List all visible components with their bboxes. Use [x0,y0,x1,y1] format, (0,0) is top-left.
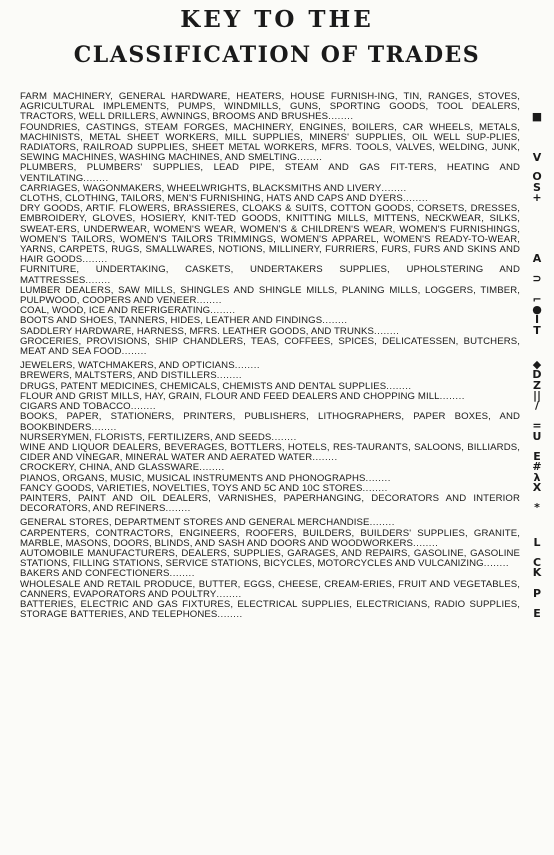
trade-entry-text: CARRIAGES, WAGONMAKERS, WHEELWRIGHTS, BLACKSMITHS AND LIVERY [20,182,382,194]
trade-entry-text: BOOTS AND SHOES, TANNERS, HIDES, LEATHER AND FINDINGS [20,315,323,327]
trade-entry-text: CARPENTERS, CONTRACTORS, ENGINEERS, ROOFERS, BUILDERS, BUILDERS' SUPPLIES, GRANITE, MARBLE, MASONS, DOORS, BLINDS, AND SASH AND DOORS AND WOODWORKERS [20,527,520,549]
classification-key-symbol: ⊃ [532,272,542,285]
classification-key-symbol: # [532,460,542,473]
trade-entry-text: COAL, WOOD, ICE AND REFRIGERATING [20,305,211,317]
trade-entry [20,204,520,265]
trade-entry-text: JEWELERS, WATCHMAKERS, AND OPTICIANS [20,360,235,372]
trade-entry-text: FANCY GOODS, VARIETIES, NOVELTIES, TOYS AND 5C AND 10C STORES [20,482,363,494]
leader-dots: ........ [439,390,465,402]
classification-key-symbol: S [533,181,541,194]
classification-key-symbol: U [532,430,542,443]
classification-key-symbol: K [532,566,542,579]
trade-entry-text: PLUMBERS, PLUMBERS' SUPPLIES, LEAD PIPE, STEAM AND GAS FIT-TERS, HEATING AND VENTILATING [20,162,520,184]
trade-entry [20,494,520,514]
classification-key-symbol: E [533,607,541,620]
leader-dots: ........ [169,568,195,580]
trade-entry [20,600,520,620]
classification-key-symbol: / [534,399,540,412]
leader-dots: ........ [402,193,429,205]
classification-key-symbol: O [532,170,542,183]
trade-entry [20,337,520,357]
trades-list [20,92,520,620]
leader-dots: ........ [130,401,157,413]
leader-dots: ........ [297,152,323,164]
leader-dots: ........ [374,325,400,337]
leader-dots: ........ [312,452,338,464]
trade-entry-text: CIGARS AND TOBACCO [20,401,131,413]
classification-key-symbol: P [532,587,542,600]
trade-entry [20,412,520,432]
classification-key-symbol: T [533,324,541,337]
trade-entry-text: LUMBER DEALERS, SAW MILLS, SHINGLES AND SHINGLE MILLS, PLANING MILLS, LOGGERS, TIMBER, PULPWOOD, COOPERS AND VENEER [20,284,520,307]
page-title-line1: KEY TO THE [180,6,374,33]
classification-key-symbol: V [532,151,542,164]
leader-dots: ........ [386,380,412,392]
trade-entry [20,163,520,183]
classification-key-symbol: D [532,368,542,381]
leader-dots: ........ [483,558,510,570]
classification-key-symbol: A [532,252,542,265]
classification-key-column [524,92,550,852]
leader-dots: ........ [271,431,297,443]
classification-key-symbol: λ [533,471,541,484]
leader-dots: ........ [322,315,348,327]
leader-dots: ........ [216,588,242,600]
leader-dots: ........ [412,537,439,549]
trade-entry-text: GROCERIES, PROVISIONS, SHIP CHANDLERS, TEAS, COFFEES, SPICES, DELICATESSEN, BUTCHERS, MEAT AND SEA FOOD [20,335,520,358]
trade-entry [20,580,520,600]
trade-entry [20,265,520,285]
trade-entry-text: PAINTERS, PAINT AND OIL DEALERS, VARNISHES, PAPERHANGING, DECORATORS AND INTERIOR DECORATORS, AND REFINERS [20,492,520,515]
trade-entry-text: GENERAL STORES, DEPARTMENT STORES AND GENERAL MERCHANDISE [20,517,370,529]
classification-key-symbol: ◆ [532,358,542,371]
classification-key-symbol: X [532,481,542,494]
trade-entry-text: BREWERS, MALTSTERS, AND DISTILLERS [20,370,217,382]
leader-dots: ........ [199,462,225,474]
trade-entry-text: FURNITURE, UNDERTAKING, CASKETS, UNDERTAKERS SUPPLIES, UPHOLSTERING AND MATTRESSES [20,264,520,286]
classification-key-symbol: ⌐ [532,293,542,306]
leader-dots: ........ [196,295,222,307]
page-title-line2: CLASSIFICATION OF TRADES [73,42,481,68]
trade-entry-text: BOOKS, PAPER, STATIONERS, PRINTERS, PUBLISHERS, LITHOGRAPHERS, PAPER BOXES, AND BOOKBINDERS [20,411,520,433]
trade-entry [20,549,520,569]
classification-key-symbol: * [534,501,540,514]
trade-entry-text: PIANOS, ORGANS, MUSIC, MUSICAL INSTRUMENTS AND PHONOGRAPHS [20,472,366,484]
classification-key-symbol: ● [532,303,542,316]
classification-key-symbol: C [532,556,542,569]
trade-entry-text: BATTERIES, ELECTRIC AND GAS FIXTURES, ELECTRICAL SUPPLIES, ELECTRICIANS, RADIO SUPPLIES, STORAGE BATTERIES, AND TELEPHONES [20,598,520,621]
classification-key-symbol: I [534,313,540,326]
classification-key-symbol: = [532,419,542,432]
leader-dots: ........ [91,421,117,433]
trade-entry-text: DRY GOODS, ARTIF. FLOWERS, BRASSIERES, CLOAKS & SUITS, COTTON GOODS, CORSETS, DRESSES, EMBROIDERY, GLOVES, HOSIERY, KNIT-TED GOODS, KNITTING MILLS, MITTENS, NECKWEAR, SILKS, SWEAT-ERS, UNDERWEAR, WOMEN'S WEAR, WOMEN'S & CHILDREN'S WEAR, WOMEN'S FURNISHINGS, WOMEN'S TAILORS, WOMEN'S TAILORS TRIMMINGS, WOMEN'S APPAREL, WOMEN'S READY-TO-WEAR, YARNS, CARPETS, RUGS, SMALLWARES, NOTIONS, MILLINERY, FURRIERS, FURS, FURS AND SKINS AND HAIR GOODS [20,203,520,266]
leader-dots: ........ [210,305,236,317]
trade-entry-text: SADDLERY HARDWARE, HARNESS, MFRS. LEATHER GOODS, AND TRUNKS [20,325,375,337]
leader-dots: ........ [121,346,147,358]
trade-entry [20,443,520,463]
leader-dots: ........ [381,182,407,194]
trade-entry-text: CROCKERY, CHINA, AND GLASSWARE [20,462,200,474]
leader-dots: ........ [165,503,191,515]
classification-key-symbol: Z [533,379,541,392]
trade-entry [20,123,520,164]
leader-dots: ........ [216,370,243,382]
trade-entry-text: FOUNDRIES, CASTINGS, STEAM FORGES, MACHINERY, ENGINES, BOILERS, CAR WHEELS, METALS, MACHINISTS, METAL SHEET WORKERS, MILL SUPPLIES, MINERS' SUPPLIES, OIL WELL SUP-PLIES, RADIATORS, RAILROAD SUPPLIES, SHEET METAL WORKERS, MFRS. TOOLS, VALVES, WELDING, JUNK, SEWING MACHINES, WASHING MACHINES, AND SMELTING [20,121,520,164]
leader-dots: ........ [234,360,261,372]
leader-dots: ........ [83,172,109,184]
classification-key-symbol: || [532,389,542,402]
classification-key-symbol: + [532,191,542,204]
leader-dots: ........ [362,482,388,494]
trade-entry-text: BAKERS AND CONFECTIONERS [20,568,170,580]
leader-dots: ........ [328,111,354,123]
leader-dots: ........ [369,517,395,529]
trade-entry-text: WHOLESALE AND RETAIL PRODUCE, BUTTER, EGGS, CHEESE, CREAM-ERIES, FRUIT AND VEGETABLES, CANNERS, EVAPORATORS AND POULTRY [20,578,520,600]
leader-dots: ........ [217,609,243,621]
trade-entry [20,529,520,549]
classification-key-symbol: ■ [531,110,543,123]
trade-entry [20,286,520,306]
trade-entry-text: CLOTHS, CLOTHING, TAILORS, MEN'S FURNISHING, HATS AND CAPS AND DYERS [20,193,403,205]
leader-dots: ........ [85,274,111,286]
trade-entry [20,92,520,123]
leader-dots: ........ [365,472,391,484]
trade-entry-text: NURSERYMEN, FLORISTS, FERTILIZERS, AND SEEDS [20,431,272,443]
trade-entry-text: AUTOMOBILE MANUFACTURERS, DEALERS, SUPPLIES, GARAGES, AND REPAIRS, GASOLINE, GASOLINE STATIONS, FILLING STATIONS, SERVICE STATIONS, BICYCLES, MOTORCYCLES AND VULCANIZING [20,547,520,570]
classification-key-symbol: E [533,450,541,463]
trade-entry-text: FLOUR AND GRIST MILLS, HAY, GRAIN, FLOUR AND FEED DEALERS AND CHOPPING MILL [20,390,440,402]
leader-dots: ........ [82,254,108,266]
classification-key-symbol: L [533,536,541,549]
trade-entry-text: DRUGS, PATENT MEDICINES, CHEMICALS, CHEMISTS AND DENTAL SUPPLIES [20,380,387,392]
trade-entry-text: WINE AND LIQUOR DEALERS, BEVERAGES, BOTTLERS, HOTELS, RES-TAURANTS, SALOONS, BILLIARDS, CIDER AND VINEGAR, MINERAL WATER AND AERATED WATER [20,441,520,464]
trade-entry-text: FARM MACHINERY, GENERAL HARDWARE, HEATERS, HOUSE FURNISH-ING, TIN, RANGES, STOVES, AGRICULTURAL IMPLEMENTS, PUMPS, WINDMILLS, GUNS, SPORTING GOODS, TOOL DEALERS, TRACTORS, WELL DRILLERS, AWNINGS, BROOMS AND BRUSHES [20,91,520,123]
